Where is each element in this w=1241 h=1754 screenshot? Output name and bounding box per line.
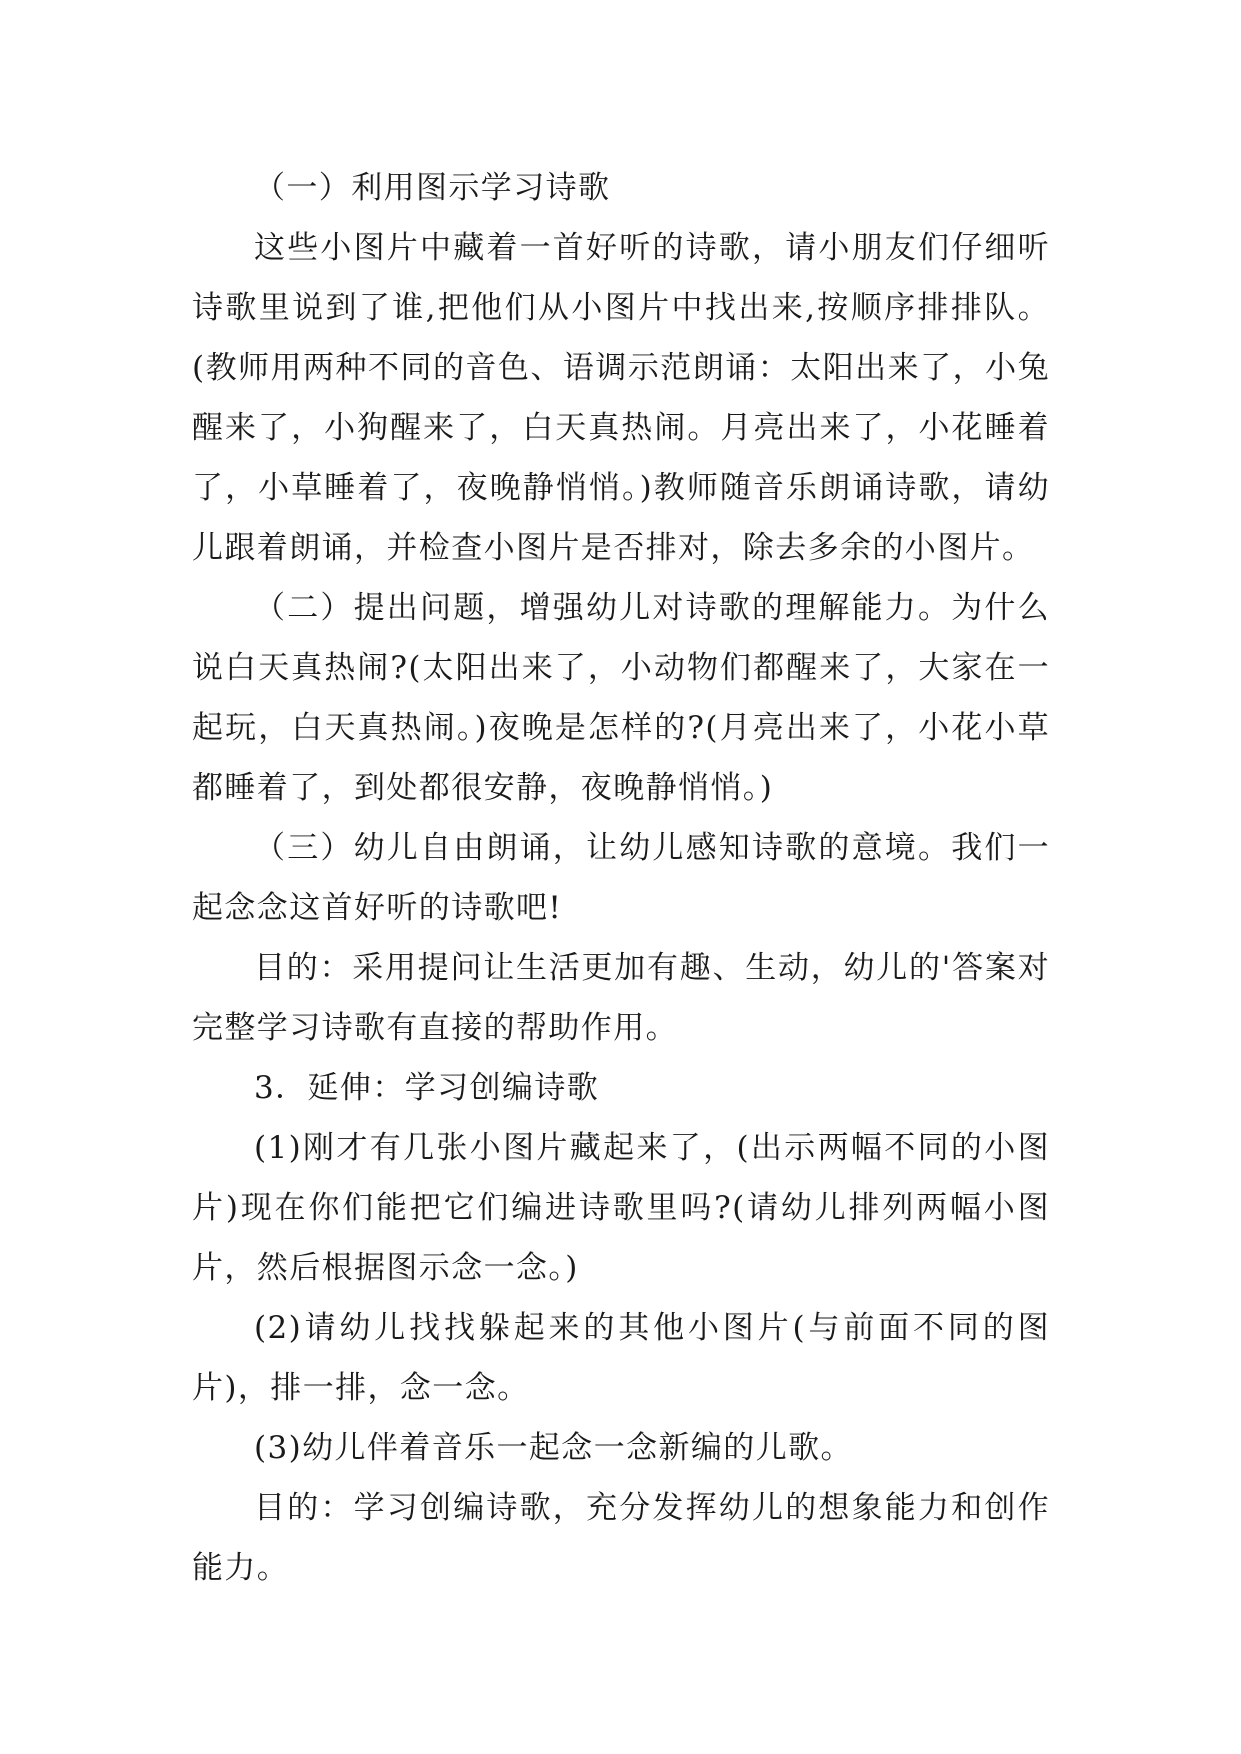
paragraph-poem-intro: 这些小图片中藏着一首好听的诗歌，请小朋友们仔细听诗歌里说到了谁,把他们从小图片中找出来,按顺序排排队。(教师用两种不同的音色、语调示范朗诵：太阳出来了，小兔醒来了，小狗醒来了，白天真热闹。月亮出来了，小花睡着了，小草睡着了，夜晚静悄悄。)教师随音乐朗诵诗歌，请幼儿跟着朗诵，并检查小图片是否排对，除去多余的小图片。: [192, 230, 1050, 566]
section-heading-extension: 3．延伸：学习创编诗歌: [254, 1070, 600, 1106]
paragraph-questions: （二）提出问题，增强幼儿对诗歌的理解能力。为什么说白天真热闹?(太阳出来了，小动物们都醒来了，大家在一起玩，白天真热闹。)夜晚是怎样的?(月亮出来了，小花小草都睡着了，到处都很安静，夜晚静悄悄。): [192, 590, 1050, 806]
section-heading-1: （一）利用图示学习诗歌: [254, 170, 611, 206]
paragraph-purpose-2: 目的：学习创编诗歌，充分发挥幼儿的想象能力和创作能力。: [192, 1490, 1050, 1586]
paragraph-free-recitation: （三）幼儿自由朗诵，让幼儿感知诗歌的意境。我们一起念念这首好听的诗歌吧!: [192, 830, 1050, 926]
paragraph-step-3: (3)幼儿伴着音乐一起念一念新编的儿歌。: [254, 1430, 853, 1466]
document-body: [192, 158, 1050, 1598]
paragraph-step-1: (1)刚才有几张小图片藏起来了，(出示两幅不同的小图片)现在你们能把它们编进诗歌里吗?(请幼儿排列两幅小图片，然后根据图示念一念。): [192, 1130, 1050, 1286]
paragraph-purpose-1: 目的：采用提问让生活更加有趣、生动，幼儿的'答案对完整学习诗歌有直接的帮助作用。: [192, 950, 1050, 1046]
paragraph-step-2: (2)请幼儿找找躲起来的其他小图片(与前面不同的图片)，排一排，念一念。: [192, 1310, 1050, 1406]
